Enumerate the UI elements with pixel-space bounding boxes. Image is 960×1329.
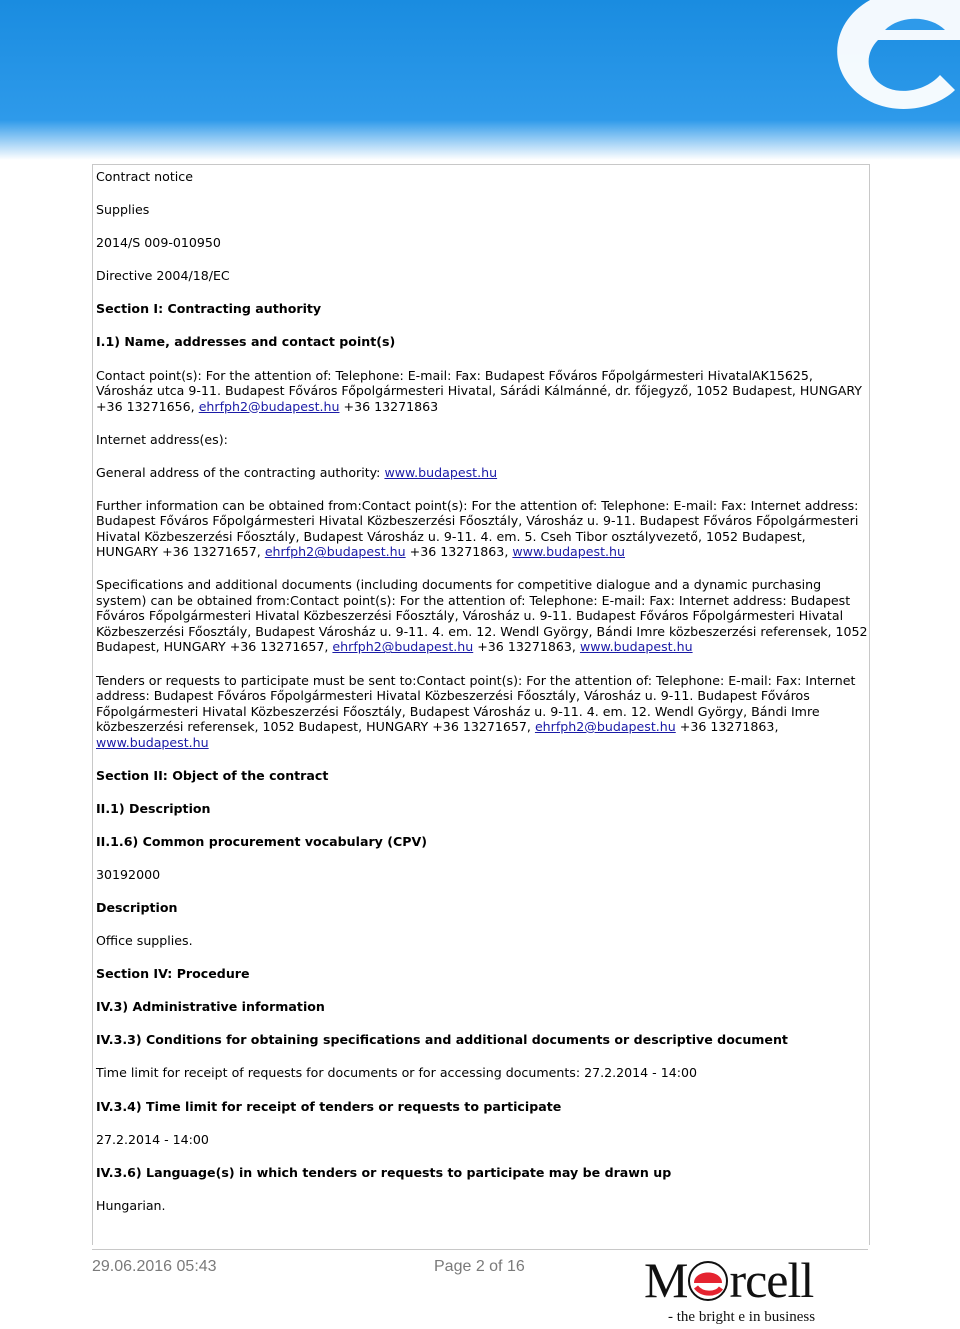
general-address-label: General address of the contracting authority: bbox=[96, 464, 385, 480]
further-email-link[interactable]: ehrfph2@budapest.hu bbox=[264, 544, 406, 560]
logo-tagline: - the bright e in business bbox=[668, 1309, 816, 1325]
section-2-1-6-title: II.1.6) Common procurement vocabulary (CPV) bbox=[96, 833, 427, 849]
notice-number: 2014/S 009-010950 bbox=[96, 235, 221, 251]
description-label: Description bbox=[96, 900, 178, 915]
notice-category: Supplies bbox=[96, 202, 150, 218]
tenders-text: Tenders or requests to participate must be sent to:Contact point(s): For the attention of: Telephone: E-mail: Fax: Internet address: Budapest Főváros Főpolgármesteri Hivatal Közbeszerzési Főosztály, Városház u. 9-11. Budapest Főváros Főpolgármesteri Hivatal Közbeszerzési Főosztály, Budapest Városház u. 9-11. 4. em. 12. Wendl György, Bándi Imre közbeszerzési referensek, 1052 Budapest, HUNGARY +36 13271657, bbox=[96, 672, 856, 735]
section-4-title: Section IV: Procedure bbox=[96, 966, 250, 982]
footer-page-number: Page 2 of 16 bbox=[434, 1258, 525, 1275]
section-4-3-4-title: IV.3.4) Time limit for receipt of tenders or requests to participate bbox=[96, 1098, 562, 1114]
notice-type: Contract notice bbox=[96, 169, 193, 184]
tender-deadline: 27.2.2014 - 14:00 bbox=[96, 1131, 209, 1147]
section-4-3-3-title: IV.3.3) Conditions for obtaining specifications and additional documents or descriptive document bbox=[96, 1032, 788, 1048]
section-4-3-6-title: IV.3.6) Language(s) in which tenders or requests to participate may be drawn up bbox=[96, 1164, 672, 1180]
further-info-text: Further information can be obtained from:Contact point(s): For the attention of: Telephone: E-mail: Fax: Internet address: Budapest Főváros Főpolgármesteri Hivatal Közbeszerzési Főosztály, Városház u. 9-11. Budapest Főváros Főpolgármesteri Hivatal Közbeszerzési Főosztály, Budapest Városház u. 9-11. 4. em. 5. Cseh Tibor osztályvezető, 1052 Budapest, HUNGARY +36 13271657, bbox=[96, 497, 859, 560]
tenders-phone: +36 13271863, bbox=[675, 719, 779, 735]
spec-email-link[interactable]: ehrfph2@budapest.hu bbox=[332, 639, 474, 655]
internet-address-label: Internet address(es): bbox=[96, 431, 228, 447]
description-value: Office supplies. bbox=[96, 933, 193, 949]
time-limit-documents: Time limit for receipt of requests for documents or for accessing documents: 27.2.2014 - 14:00 bbox=[96, 1065, 698, 1081]
section-1-1-title: I.1) Name, addresses and contact point(s) bbox=[96, 334, 396, 350]
contact-phone: +36 13271863 bbox=[339, 398, 439, 414]
general-address-link[interactable]: www.budapest.hu bbox=[384, 464, 498, 480]
header-banner bbox=[0, 0, 960, 160]
contact-paragraph bbox=[96, 368, 868, 415]
footer-date: 29.06.2016 05:43 bbox=[92, 1258, 217, 1275]
tenders-email-link[interactable]: ehrfph2@budapest.hu bbox=[534, 719, 676, 735]
logo-wordmark bbox=[644, 1252, 813, 1308]
logo-text-m: M bbox=[644, 1252, 688, 1308]
section-4-3-title: IV.3) Administrative information bbox=[96, 999, 325, 1015]
tenders-web-link[interactable]: www.budapest.hu bbox=[96, 734, 209, 750]
further-info-paragraph bbox=[96, 498, 868, 560]
general-address bbox=[96, 465, 868, 481]
spec-web-link[interactable]: www.budapest.hu bbox=[579, 639, 693, 655]
section-1-title: Section I: Contracting authority bbox=[96, 301, 322, 317]
notice-directive: Directive 2004/18/EC bbox=[96, 268, 230, 284]
footer-divider bbox=[92, 1249, 868, 1250]
section-2-1-title: II.1) Description bbox=[96, 800, 211, 816]
further-web-link[interactable]: www.budapest.hu bbox=[512, 544, 625, 560]
logo-e-icon bbox=[688, 1261, 728, 1301]
marcell-logo bbox=[644, 1252, 866, 1326]
tenders-paragraph bbox=[96, 673, 868, 751]
language-value: Hungarian. bbox=[96, 1197, 166, 1213]
specifications-paragraph bbox=[96, 577, 868, 655]
section-2-title: Section II: Object of the contract bbox=[96, 767, 329, 783]
spec-phone: +36 13271863, bbox=[473, 639, 580, 655]
contact-text: Contact point(s): For the attention of: Telephone: E-mail: Fax: Budapest Főváros Főpolgármesteri HivatalAK15625, Városház utca 9-11. Budapest Főváros Főpolgármesteri Hivatal, Sárádi Kálmánné, dr. főjegyző, 1052 Budapest, HUNGARY +36 13271656, bbox=[96, 367, 863, 414]
contact-email-link[interactable]: ehrfph2@budapest.hu bbox=[198, 398, 340, 414]
specifications-text: Specifications and additional documents (including documents for competitive dialogue and a dynamic purchasing system) can be obtained from:Contact point(s): For the attention of: Telephone: E-mail: Fax: Internet address: Budapest Főváros Főpolgármesteri Hivatal Közbeszerzési Főosztály, Városház u. 9-11. Budapest Főváros Főpolgármesteri Hivatal Közbeszerzési Főosztály, Budapest Városház u. 9-11. 4. em. 12. Wendl György, Bándi Imre közbeszerzési referensek, 1052 Budapest, HUNGARY +36 13271657, bbox=[96, 577, 868, 655]
logo-text-rcell: rcell bbox=[729, 1252, 814, 1308]
further-phone: +36 13271863, bbox=[405, 544, 513, 560]
cpv-code: 30192000 bbox=[96, 866, 161, 882]
contract-notice bbox=[96, 169, 868, 1231]
